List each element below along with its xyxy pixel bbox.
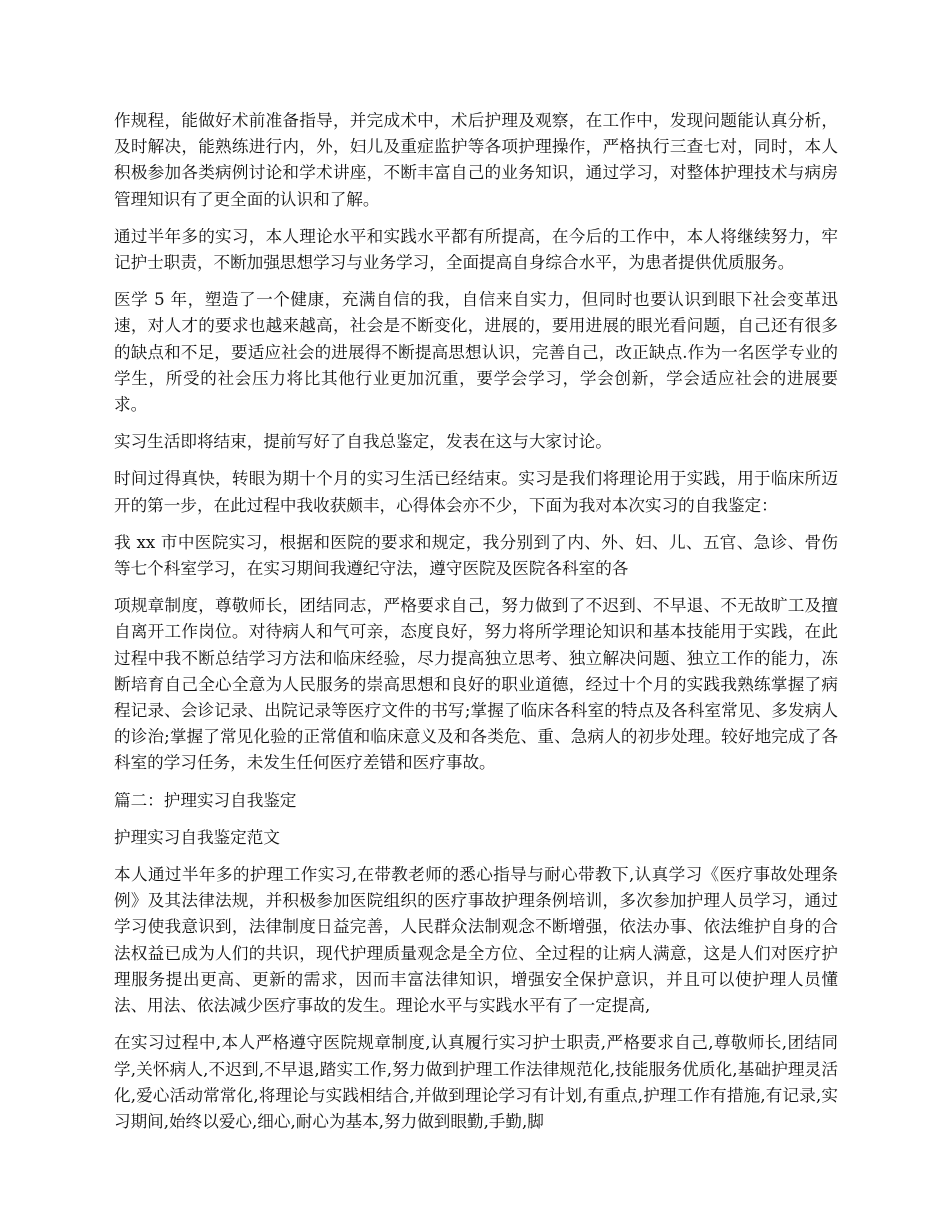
paragraph-five-years-medicine: 医学 5 年，塑造了一个健康，充满自信的我，自信来自实力，但同时也要认识到眼下社会变革迅速，对人才的要求也越来越高，社会是不断变化，进展的，要用进展的眼光看问题，自己还有很多的缺点和不足，要适应社会的进展得不断提高思想认识，完善自己，改正缺点.作为一名医学专业的学生，所受的社会压力将比其他行业更加沉重，要学会学习，学会创新，学会适应社会的进展要求。 xyxy=(114,290,838,415)
paragraph-legal-study: 本人通过半年多的护理工作实习,在带教老师的悉心指导与耐心带教下,认真学习《医疗事故处理条例》及其法律法规，并积极参加医院组织的医疗事故护理条例培训，多次参加护理人员学习，通过学习使我意识到，法律制度日益完善，人民群众法制观念不断增强，依法办事、依法维护自身的合法权益已成为人们的共识，现代护理质量观念是全方位、全过程的让病人满意，这是人们对医疗护理服务提出更高、更新的需求，因而丰富法律知识，增强安全保护意识，并且可以使护理人员懂法、用法、依法减少医疗事故的发生。理论水平与实践水平有了一定提高, xyxy=(114,865,838,1016)
paragraph-half-year-internship: 通过半年多的实习，本人理论水平和实践水平都有所提高，在今后的工作中，本人将继续努力，牢记护士职责，不断加强思想学习与业务学习，全面提高自身综合水平，为患者提供优质服务。 xyxy=(114,226,838,273)
document-page xyxy=(114,108,838,1146)
paragraph-hospital-departments: 我 xx 市中医院实习，根据和医院的要求和规定，我分别到了内、外、妇、儿、五官、急诊、骨伤等七个科室学习，在实习期间我遵纪守法，遵守医院及医院各科室的各 xyxy=(114,532,838,579)
paragraph-internship-conduct: 在实习过程中,本人严格遵守医院规章制度,认真履行实习护士职责,严格要求自己,尊敬师长,团结同学,关怀病人,不迟到,不早退,踏实工作,努力做到护理工作法律规范化,技能服务优质化,基础护理灵活化,爱心活动常常化,将理论与实践相结合,并做到理论学习有计划,有重点,护理工作有措施,有记录,实习期间,始终以爱心,细心,耐心为基本,努力做到眼勤,手勤,脚 xyxy=(114,1033,838,1131)
section-subheading: 护理实习自我鉴定范文 xyxy=(114,827,280,847)
paragraph-surgery-nursing: 作规程，能做好术前准备指导，并完成术中，术后护理及观察，在工作中，发现问题能认真分析，及时解决，能熟练进行内，外，妇儿及重症监护等各项护理操作，严格执行三查七对，同时，本人积极参加各类病例讨论和学术讲座，不断丰富自己的业务知识，通过学习，对整体护理技术与病房管理知识有了更全面的认识和了解。 xyxy=(114,111,838,209)
paragraph-internship-ending: 实习生活即将结束，提前写好了自我总鉴定，发表在这与大家讨论。 xyxy=(114,432,612,452)
paragraph-rules-and-practice: 项规章制度，尊敬师长，团结同志，严格要求自己，努力做到了不迟到、不早退、不无故旷工及擅自离开工作岗位。对待病人和气可亲，态度良好，努力将所学理论知识和基本技能用于实践，在此过程中我不断总结学习方法和临床经验，尽力提高独立思考、独立解决问题、独立工作的能力，冻断培育自己全心全意为人民服务的崇高思想和良好的职业道德，经过十个月的实践我熟练掌握了病程记录、会诊记录、出院记录等医疗文件的书写;掌握了临床各科室的特点及各科室常见、多发病人的诊治;掌握了常见化验的正常值和临床意义及和各类危、重、急病人的初步处理。较好地完成了各科室的学习任务，未发生任何医疗差错和医疗事故。 xyxy=(114,596,838,773)
section-heading: 篇二：护理实习自我鉴定 xyxy=(114,790,297,810)
paragraph-time-flies: 时间过得真快，转眼为期十个月的实习生活已经结束。实习是我们将理论用于实践，用于临床所迈开的第一步，在此过程中我收获颇丰，心得体会亦不少，下面为我对本次实习的自我鉴定： xyxy=(114,469,838,515)
